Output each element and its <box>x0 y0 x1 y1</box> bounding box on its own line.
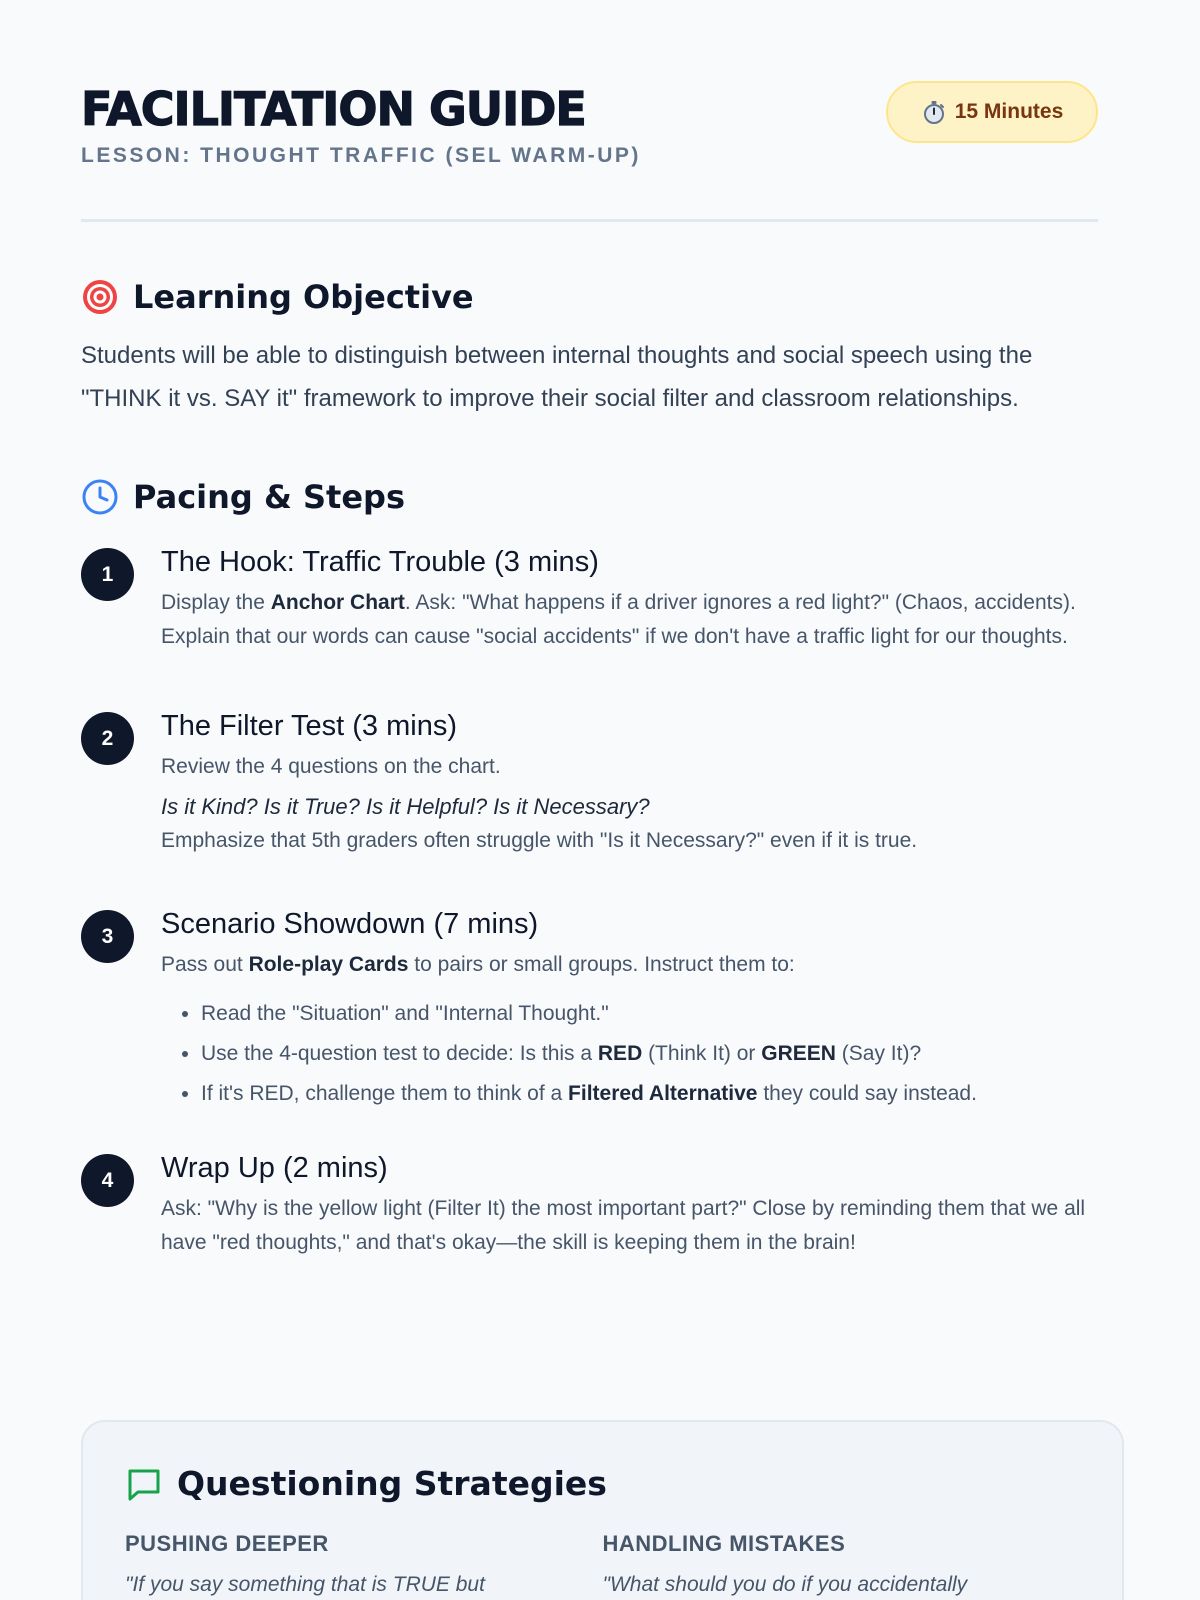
duration-badge <box>886 81 1098 143</box>
list-item: • If it's RED, challenge them to think of a Filtered Alternative they could say instead. <box>201 1074 1098 1114</box>
step-number: 1 <box>81 548 134 601</box>
step-bullet-list <box>161 994 1098 1114</box>
step-item <box>81 542 1098 654</box>
step-title: Scenario Showdown (7 mins) <box>161 908 539 940</box>
step-number: 2 <box>81 712 134 765</box>
page-title: FACILITATION GUIDE <box>81 82 586 136</box>
step-body: Ask: "Why is the yellow light (Filter It) the most important part?" Close by reminding them that we all have "red thoughts," and that's okay—the skill is keeping them in the brain! <box>161 1197 1086 1254</box>
step-body: Display the Anchor Chart. Ask: "What happens if a driver ignores a red light?" (Chaos, accidents). Explain that our words can cause "social accidents" if we don't have a traffic light for our thoughts. <box>161 591 1076 648</box>
pushing-deeper-column <box>125 1531 603 1597</box>
step-item <box>81 1148 1098 1260</box>
step-item <box>81 706 1098 858</box>
column-quote: "If you say something that is TRUE but <box>125 1573 485 1596</box>
stopwatch-icon <box>921 99 947 125</box>
pacing-section <box>81 478 1098 1260</box>
learning-objective-section <box>81 278 1098 420</box>
duration-label: 15 Minutes <box>954 100 1064 123</box>
step-number: 3 <box>81 910 134 963</box>
clock-icon <box>81 478 119 516</box>
step-item <box>81 904 1098 1114</box>
column-heading: PUSHING DEEPER <box>125 1531 329 1556</box>
list-item: • Use the 4-question test to decide: Is this a RED (Think It) or GREEN (Say It)? <box>201 1034 1098 1074</box>
step-body: Review the 4 questions on the chart. <box>161 755 501 778</box>
handling-mistakes-column <box>603 1531 1081 1597</box>
step-title: The Hook: Traffic Trouble (3 mins) <box>161 546 599 578</box>
page-header <box>81 0 1098 222</box>
step-body: Pass out Role-play Cards to pairs or small groups. Instruct them to: <box>161 953 795 976</box>
step-number: 4 <box>81 1154 134 1207</box>
lesson-subtitle: LESSON: THOUGHT TRAFFIC (SEL WARM-UP) <box>81 144 641 167</box>
column-heading: HANDLING MISTAKES <box>602 1531 846 1556</box>
column-quote: "What should you do if you accidentally <box>602 1573 968 1596</box>
filter-questions: Is it Kind? Is it True? Is it Helpful? Is it Necessary? <box>161 794 650 819</box>
chat-bubble-icon <box>125 1465 163 1503</box>
strategies-heading: Questioning Strategies <box>177 1464 607 1503</box>
step-title: The Filter Test (3 mins) <box>161 710 457 742</box>
target-icon <box>81 278 119 316</box>
list-item: • Read the "Situation" and "Internal Thought." <box>201 994 1098 1034</box>
step-note: Emphasize that 5th graders often struggle with "Is it Necessary?" even if it is true. <box>161 829 918 852</box>
step-title: Wrap Up (2 mins) <box>161 1152 388 1184</box>
questioning-strategies-card <box>81 1420 1124 1600</box>
pacing-heading: Pacing & Steps <box>133 478 405 516</box>
objective-heading: Learning Objective <box>133 278 474 316</box>
objective-text: Students will be able to distinguish between internal thoughts and social speech using the "THINK it vs. SAY it" framework to improve their social filter and classroom relationships. <box>81 342 1033 412</box>
